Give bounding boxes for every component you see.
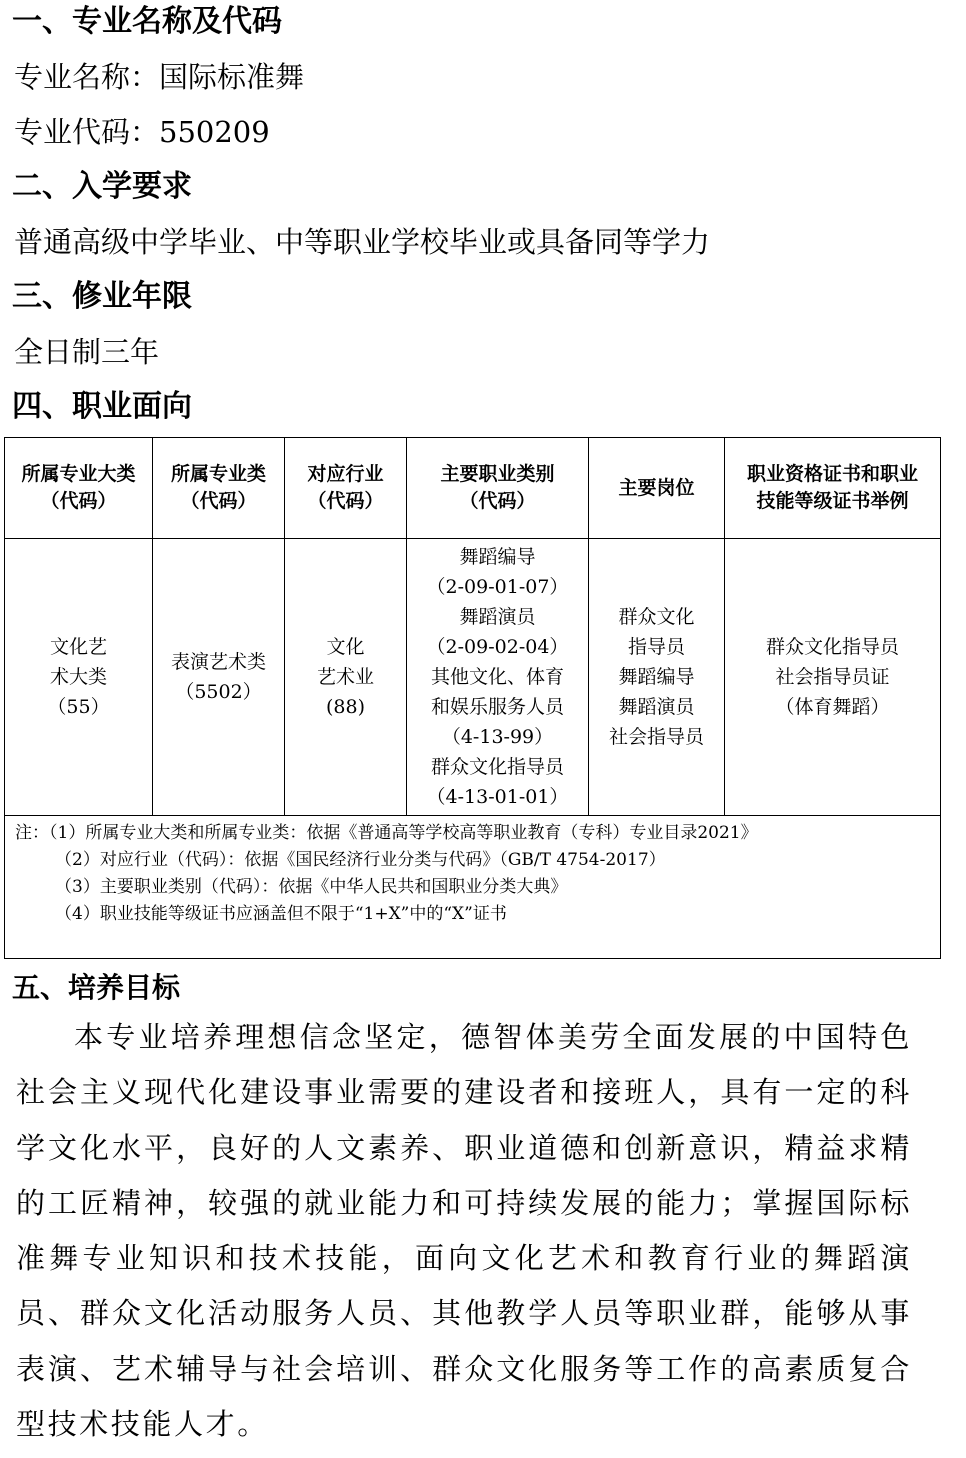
table-header-row [5, 438, 941, 539]
table-cell-main-posts: 群众文化 指导员 舞蹈编导 舞蹈演员 社会指导员 [589, 539, 725, 816]
admission-requirement-text: 普通高级中学毕业、中等职业学校毕业或具备同等学力 [14, 225, 711, 259]
section-2-heading: 二、入学要求 [12, 169, 192, 204]
training-objective-paragraph: 本专业培养理想信念坚定，德智体美劳全面发展的中国特色社会主义现代化建设事业需要的建设者和接班人，具有一定的科学文化水平，良好的人文素养、职业道德和创新意识，精益求精的工匠精神，较强的就业能力和可持续发展的能力；掌握国际标准舞专业知识和技术技能，面向文化艺术和教育行业的舞蹈演员、群众文化活动服务人员、其他教学人员等职业群，能够从事表演、艺术辅导与社会培训、群众文化服务等工作的高素质复合型技术技能人才。 [16, 1020, 912, 1442]
header-cell: 所属专业大类 （代码） [5, 438, 153, 539]
table-cell-major-category: 文化艺 术大类 （55） [5, 539, 153, 816]
section-4-heading: 四、职业面向 [12, 389, 192, 424]
header-cell: 主要职业类别 （代码） [407, 438, 589, 539]
study-duration-text: 全日制三年 [14, 335, 160, 369]
table-cell-major-class: 表演艺术类 （5502） [153, 539, 285, 816]
note-item: （4）职业技能等级证书应涵盖但不限于“1+X”中的“X”证书 [55, 904, 507, 924]
section-5-heading: 五、培养目标 [12, 971, 181, 1004]
section-1-heading: 一、专业名称及代码 [12, 4, 282, 39]
header-cell: 主要岗位 [589, 438, 725, 539]
major-code-line: 专业代码：550209 [14, 115, 270, 149]
note-item: （3）主要职业类别（代码）：依据《中华人民共和国职业分类大典》 [55, 877, 568, 897]
section-3-heading: 三、修业年限 [12, 279, 192, 314]
note-item: （2）对应行业（代码）：依据《国民经济行业分类与代码》（GB/T 4754-2017） [55, 850, 666, 870]
occupation-table [4, 437, 941, 959]
table-notes [5, 816, 941, 959]
note-item: （1）所属专业大类和所属专业类：依据《普通高等学校高等职业教育（专科）专业目录2021》 [49, 823, 758, 843]
major-name-line: 专业名称：国际标准舞 [14, 60, 305, 94]
table-cell-industry: 文化 艺术业 (88) [285, 539, 407, 816]
table-cell-certificates: 群众文化指导员 社会指导员证 （体育舞蹈） [725, 539, 941, 816]
header-cell: 对应行业 （代码） [285, 438, 407, 539]
table-notes-row [5, 816, 941, 959]
notes-label: 注： [15, 823, 49, 843]
header-cell: 职业资格证书和职业 技能等级证书举例 [725, 438, 941, 539]
table-cell-occupation-types: 舞蹈编导 （2-09-01-07） 舞蹈演员 （2-09-02-04） 其他文化、体育 和娱乐服务人员 （4-13-99） 群众文化指导员 （4-13-01-01） [407, 539, 589, 816]
table-row [5, 539, 941, 816]
header-cell: 所属专业类 （代码） [153, 438, 285, 539]
